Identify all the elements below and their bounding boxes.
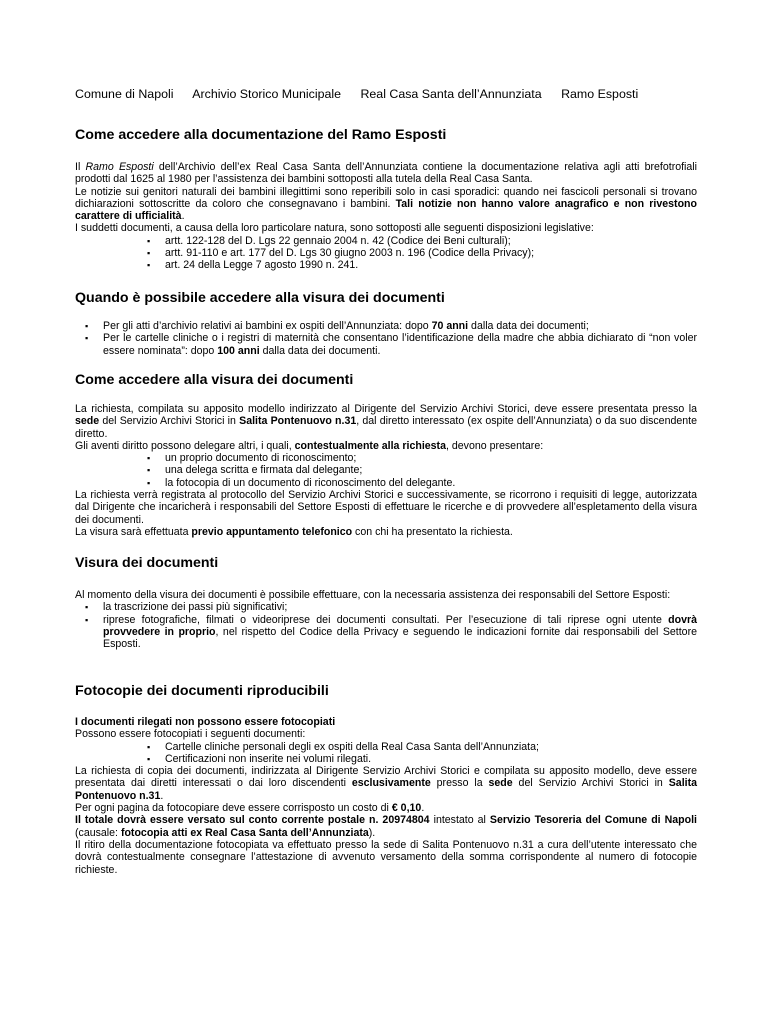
list-item: ▪ la fotocopia di un documento di riconoscimento del delegante. [75,477,697,489]
header-item-ramo-esposti: Ramo Esposti [561,87,639,101]
list-item: ▪ riprese fotografiche, filmati o videoriprese dei documenti consultati. Per l’esecuzione di tali riprese ogni utente dovrà provvedere in proprio, nel rispetto del Codice della Privacy e seguendo le indicazioni fornite dai responsabili del Settore Esposti. [75,614,697,651]
section-body-fotocopie [75,716,697,876]
paragraph: La richiesta, compilata su apposito modello indirizzato al Dirigente del Servizio Archivi Storici, deve essere presentata presso la sede del Servizio Archivi Storici in Salita Pontenuovo n.31, dal diretto interessato (ex ospite dell’Annunziata) o da suo discendente diretto. [75,403,697,440]
visura-activities-list [75,601,697,650]
paragraph: La richiesta verrà registrata al protocollo del Servizio Archivi Storici e successivamente, se ricorrono i requisiti di legge, autorizzata dal Dirigente che incaricherà i responsabili del Settore Esposti di effettuare le ricerche e di provvedere all’espletamento della visura dei documenti. [75,489,697,526]
header-item-comune: Comune di Napoli [75,87,174,101]
paragraph: Il Ramo Esposti dell’Archivio dell’ex Real Casa Santa dell’Annunziata contiene la documentazione relativa agli atti brefotrofiali prodotti dal 1625 al 1980 per l’assistenza dei bambini sottoposti alla tutela della Real Casa Santa. [75,161,698,186]
section-title-come-accedere-visura: Come accedere alla visura dei documenti [75,372,354,388]
list-item: ▪ Per gli atti d’archivio relativi ai bambini ex ospiti dell’Annunziata: dopo 70 anni dalla data dei documenti; [75,320,697,332]
paragraph: La richiesta di copia dei documenti, indirizzata al Dirigente Servizio Archivi Storici e compilata su apposito modello, deve essere presentata dai diretti interessati o dai loro discendenti esclusivamente presso la sede del Servizio Archivi Storici in Salita Pontenuovo n.31. [75,765,697,802]
page-header [75,87,654,101]
list-item: ▪ Certificazioni non inserite nei volumi rilegati. [75,753,697,765]
paragraph: La visura sarà effettuata previo appuntamento telefonico con chi ha presentato la richiesta. [75,525,513,538]
section-body-accesso-documentazione [75,161,697,272]
list-item: ▪ artt. 122-128 del D. Lgs 22 gennaio 2004 n. 42 (Codice dei Beni culturali); [75,235,697,247]
paragraph: Possono essere fotocopiati i seguenti documenti: [75,728,306,741]
section-title-accesso-documentazione: Come accedere alla documentazione del Ramo Esposti [75,127,447,143]
header-item-real-casa: Real Casa Santa dell’Annunziata [360,87,542,101]
paragraph: Per ogni pagina da fotocopiare deve essere corrisposto un costo di € 0,10. [75,802,425,815]
paragraph: I documenti rilegati non possono essere fotocopiati [75,716,336,728]
section-body-visura-documenti [75,589,697,650]
section-title-quando-accedere: Quando è possibile accedere alla visura dei documenti [75,290,445,306]
paragraph: I suddetti documenti, a causa della loro particolare natura, sono sottoposti alle seguenti disposizioni legislative: [75,222,594,235]
section-title-fotocopie: Fotocopie dei documenti riproducibili [75,683,329,699]
copyable-documents-list [75,741,697,766]
list-item: ▪ la trascrizione dei passi più significativi; [75,601,697,613]
paragraph: Le notizie sui genitori naturali dei bambini illegittimi sono reperibili solo in casi sporadici: quando nei fascicoli personali si trovano dichiarazioni sottoscritte da coloro che consegnavano i bambini. Tali notizie non hanno valore anagrafico e non rivestono carattere di ufficialità. [75,185,697,223]
paragraph: Al momento della visura dei documenti è possibile effettuare, con la necessaria assistenza dei responsabili del Settore Esposti: [75,589,671,601]
list-item: ▪ una delega scritta e firmata dal delegante; [75,464,697,476]
legislation-list [75,235,697,272]
list-item: ▪ Per le cartelle cliniche o i registri di maternità che consentano l’identificazione della madre che abbia dichiarato di “non voler essere nominata”: dopo 100 anni dalla data dei documenti. [75,332,697,357]
section-title-visura-documenti: Visura dei documenti [75,555,219,571]
header-item-archivio: Archivio Storico Municipale [192,87,342,101]
list-item: ▪ art. 24 della Legge 7 agosto 1990 n. 241. [75,259,697,271]
paragraph: Gli aventi diritto possono delegare altri, i quali, contestualmente alla richiesta, devono presentare: [75,439,544,452]
time-limits-list [75,320,697,357]
list-item: ▪ artt. 91-110 e art. 177 del D. Lgs 30 giugno 2003 n. 196 (Codice della Privacy); [75,247,697,259]
list-item: ▪ Cartelle cliniche personali degli ex ospiti della Real Casa Santa dell’Annunziata; [75,741,697,753]
delegation-documents-list [75,452,697,489]
section-body-quando-accedere [75,320,697,357]
paragraph: Il ritiro della documentazione fotocopiata va effettuato presso la sede di Salita Pontenuovo n.31 a cura dell’utente interessato che dovrà contestualmente consegnare l’attestazione di avvenuto versamento della somma corrispondente al numero di fotocopie richieste. [75,838,697,876]
paragraph: Il totale dovrà essere versato sul conto corrente postale n. 20974804 intestato al Servizio Tesoreria del Comune di Napoli (causale: fotocopia atti ex Real Casa Santa dell’Annunziata). [75,814,697,839]
list-item: ▪ un proprio documento di riconoscimento; [75,452,697,464]
section-body-come-accedere-visura [75,403,697,538]
